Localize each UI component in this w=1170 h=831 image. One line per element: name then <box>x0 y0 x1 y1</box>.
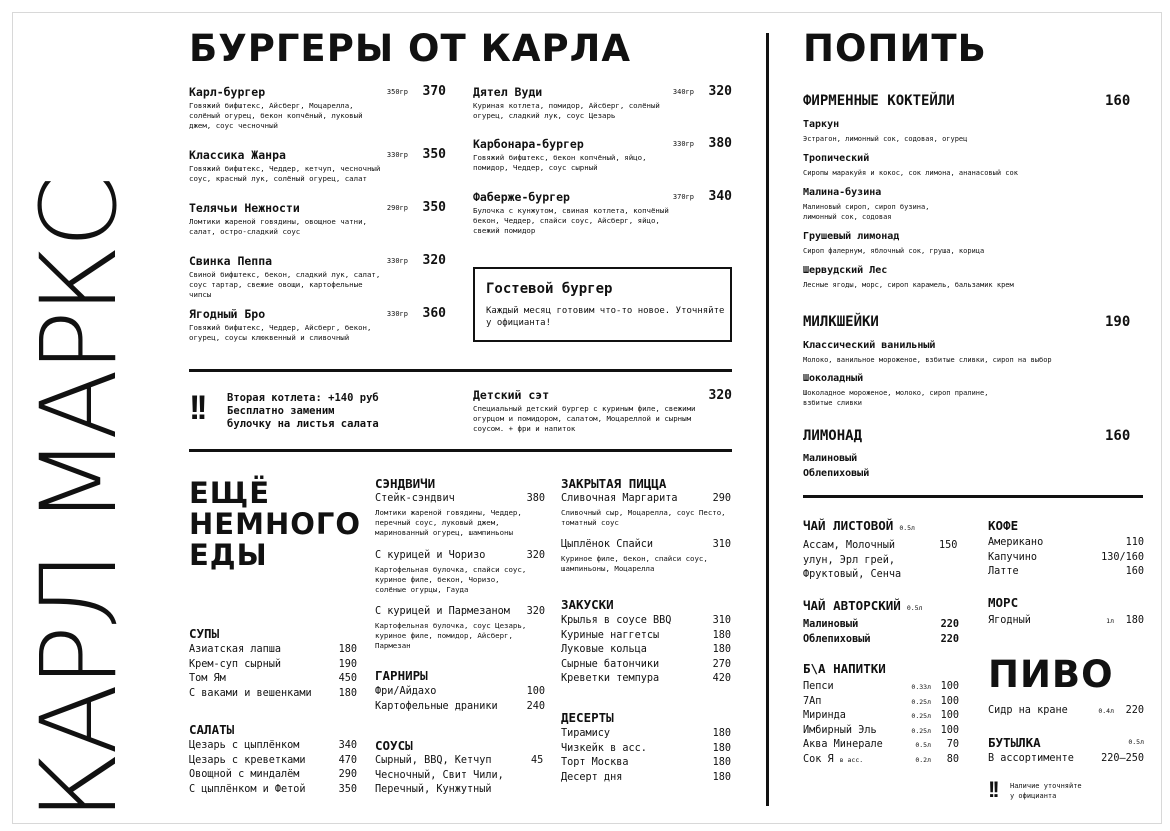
salad-item <box>189 784 357 795</box>
milkshake-desc: Шоколадное мороженое, молоко, сироп пралине, взбитые сливки <box>803 389 989 407</box>
divider <box>189 369 732 372</box>
soft-volume: 0.5л <box>915 741 931 749</box>
coffee-item-price: 110 <box>1125 537 1144 548</box>
sandwich-desc: Картофельная булочка, соус Цезарь, куриное филе, помидор, Айсберг, Пармезан <box>375 621 527 650</box>
garnish-item-name: Картофельные драники <box>375 700 498 712</box>
burger-price: 360 <box>422 306 446 321</box>
soup-item <box>189 659 357 670</box>
tea2-title-label: ЧАЙ АВТОРСКИЙ <box>803 598 901 613</box>
garnish-item <box>375 701 545 712</box>
cocktail-desc: Лесные ягоды, морс, сироп карамель, бальзамик крем <box>803 281 1014 289</box>
mors-volume: 1л <box>1106 617 1114 625</box>
dessert-item <box>561 772 731 783</box>
coffee-title: КОФЕ <box>988 518 1019 533</box>
burger-price: 340 <box>708 189 732 204</box>
dessert-item-name: Чизкейк в асс. <box>561 742 647 754</box>
cocktail-desc: Эстрагон, лимонный сок, содовая, огурец <box>803 135 968 143</box>
tea2-item-name: Облепиховый <box>803 633 871 645</box>
sandwich-item <box>375 550 545 561</box>
salad-item-name: Овощной с миндалём <box>189 769 300 780</box>
soft-title: Б\А НАПИТКИ <box>803 661 886 676</box>
sandwich-item-price: 320 <box>526 606 545 617</box>
sandwich-desc: Картофельная булочка, спайси соус, куриное филе, бекон, Чоризо, солёные огурцы, Гауда <box>375 565 527 594</box>
burger-name: Карбонара-бургер <box>473 137 584 151</box>
soft-item <box>803 710 959 721</box>
burger-name: Свинка Пеппа <box>189 254 273 268</box>
burger-item <box>473 190 732 236</box>
burger-item <box>189 85 446 131</box>
drinks-note-line: у официанта <box>1010 792 1057 800</box>
warning-icon: !! <box>988 777 997 802</box>
mors-item <box>988 615 1144 626</box>
drink-section-price: 160 <box>1105 93 1131 109</box>
guest-burger-title: Гостевой бургер <box>486 281 613 297</box>
tea-title-volume: 0.5л <box>899 524 915 532</box>
snack-item-price: 270 <box>712 658 731 670</box>
sandwich-item-name: Стейк-сэндвич <box>375 493 455 504</box>
pizza-item <box>561 493 731 504</box>
column-divider <box>766 33 769 806</box>
coffee-item <box>988 537 1144 548</box>
soup-item-name: Крем-суп сырный <box>189 658 282 670</box>
burger-desc: Свиной бифштекс, бекон, сладкий лук, салат, соус тартар, свежие овощи, картофельные чипсы <box>189 270 381 299</box>
burger-weight: 330гр <box>386 310 408 318</box>
coffee-item-name: Капучино <box>988 551 1038 563</box>
guest-burger-box <box>473 267 732 342</box>
burger-desc: Говяжий бифштекс, бекон копчёный, яйцо, помидор, Чеддер, соус сырный <box>473 153 647 172</box>
burger-name: Телячьи Нежности <box>189 201 300 215</box>
tea2-item <box>803 619 959 630</box>
soft-item-name: Имбирный Эль <box>803 724 877 736</box>
snack-item <box>561 615 731 626</box>
soft-volume: 0.2л <box>915 755 931 764</box>
garnish-title: ГАРНИРЫ <box>375 668 428 683</box>
sauces-price: 45 <box>531 755 544 766</box>
dessert-item <box>561 743 731 754</box>
soup-item-price: 180 <box>338 687 357 699</box>
sandwich-item-name: С курицей и Пармезаном <box>375 606 510 617</box>
burger-item <box>189 148 446 184</box>
tea-line: Ассам, Молочный <box>803 540 896 551</box>
pizza-desc: Куриное филе, бекон, спайси соус, шампиньоны, Моцарелла <box>561 554 708 573</box>
coffee-item-price: 130/160 <box>1101 551 1144 563</box>
coffee-item-price: 160 <box>1125 566 1144 577</box>
garnish-item-name: Фри/Айдахо <box>375 686 437 697</box>
soft-volume: 0.25л <box>911 726 931 735</box>
tea2-title <box>803 598 923 613</box>
drink-section-price: 160 <box>1105 428 1131 444</box>
soft-item-name: 7Ап <box>803 695 822 707</box>
sauces-line: Чесночный, Свит Чили, <box>375 769 504 781</box>
drink-section-title: ФИРМЕННЫЕ КОКТЕЙЛИ <box>803 93 955 109</box>
burger-price: 350 <box>422 147 446 162</box>
soup-item-name: С ваками и вешенками <box>189 687 312 699</box>
tea-price: 150 <box>939 540 958 551</box>
sandwich-item <box>375 606 545 617</box>
burger-item <box>473 137 732 173</box>
soup-item-name: Том Ям <box>189 673 226 684</box>
mors-title: МОРС <box>988 595 1019 610</box>
more-food-title: ЕЩЁ НЕМНОГО ЕДЫ <box>189 476 361 572</box>
sandwich-item-name: С курицей и Чоризо <box>375 550 486 561</box>
desserts-title: ДЕСЕРТЫ <box>561 710 614 725</box>
kids-set-price: 320 <box>708 388 732 403</box>
burger-desc: Говяжий бифштекс, Айсберг, Моцарелла, солёный огурец, бекон копчёный, луковый джем, соус чесночный <box>189 101 363 130</box>
pizza-title: ЗАКРЫТАЯ ПИЦЦА <box>561 476 667 491</box>
soft-item-price: 80 <box>946 753 959 765</box>
soft-item-price: 100 <box>940 724 959 736</box>
soft-item-price: 100 <box>940 681 959 692</box>
lemonade-name: Облепиховый <box>803 467 870 479</box>
pizza-item-name: Цыплёнок Спайси <box>561 539 654 550</box>
milkshake-desc: Молоко, ванильное мороженое, взбитые сливки, сироп на выбор <box>803 356 1052 364</box>
soup-item-price: 190 <box>338 658 357 670</box>
tea2-title-volume: 0.5л <box>906 604 923 612</box>
burger-desc: Куриная котлета, помидор, Айсберг, солёный огурец, сладкий лук, соус Цезарь <box>473 101 660 120</box>
salad-item <box>189 769 357 780</box>
sandwich-item <box>375 493 545 504</box>
bottle-title-label: БУТЫЛКА <box>988 735 1041 750</box>
salad-item-name: Цезарь с креветками <box>189 754 306 766</box>
tea-line: улун, Эрл грей, <box>803 554 896 566</box>
burgers-title: БУРГЕРЫ ОТ КАРЛА <box>189 27 631 70</box>
burger-weight: 330гр <box>672 140 694 148</box>
warning-icon: !! <box>189 389 204 427</box>
snack-item-name: Луковые кольца <box>561 644 647 655</box>
soft-item-price: 70 <box>946 739 959 750</box>
snack-item <box>561 644 731 655</box>
drinks-title: ПОПИТЬ <box>803 27 987 70</box>
burger-price: 370 <box>422 84 446 99</box>
soup-item <box>189 644 357 655</box>
soft-volume: 0.25л <box>911 712 931 720</box>
burger-item <box>189 254 446 300</box>
tea2-item <box>803 634 959 645</box>
soft-item <box>803 725 959 736</box>
burger-price: 320 <box>422 253 446 268</box>
burger-name: Классика Жанра <box>189 148 286 162</box>
salad-item-price: 340 <box>338 740 357 751</box>
pizza-item <box>561 539 731 550</box>
soup-item <box>189 673 357 684</box>
burger-price: 320 <box>708 84 732 99</box>
pizza-item-price: 290 <box>712 493 731 504</box>
bottle-title <box>988 735 1144 750</box>
cocktail-name: Таркун <box>803 119 840 130</box>
soft-item-price: 100 <box>940 695 959 707</box>
garnish-item-price: 100 <box>526 686 545 697</box>
soft-item-name: Сок Я <box>803 753 834 765</box>
salad-item-price: 350 <box>338 783 357 795</box>
soup-item-name: Азиатская лапша <box>189 644 282 655</box>
snack-item-name: Креветки темпура <box>561 673 660 684</box>
dessert-item-name: Торт Москва <box>561 757 629 768</box>
cocktail-desc: Сироп фалернум, яблочный сок, груша, корица <box>803 247 985 255</box>
burger-name: Ягодный Бро <box>189 307 266 321</box>
burger-weight: 330гр <box>386 257 408 265</box>
snack-item-price: 180 <box>712 629 731 641</box>
beer-volume: 0.4л <box>1098 707 1114 715</box>
burger-weight: 340гр <box>672 88 694 96</box>
burger-desc: Говяжий бифштекс, Чеддер, Айсберг, бекон, огурец, соусы клюквенный и сливочный <box>189 323 372 342</box>
soft-volume: 0.33л <box>911 683 931 691</box>
soft-volume: 0.25л <box>911 697 931 706</box>
drink-section-title: МИЛКШЕЙКИ <box>803 314 879 330</box>
soft-item-name: Аква Минерале <box>803 739 883 750</box>
dessert-item <box>561 728 731 739</box>
milkshake-name: Классический ванильный <box>803 340 936 351</box>
salad-item <box>189 755 357 766</box>
soft-note: в асс. <box>839 755 864 764</box>
kids-set-name: Детский сэт <box>473 388 550 402</box>
coffee-item-name: Американо <box>988 537 1044 548</box>
sandwich-desc: Ломтики жареной говядины, Чеддер, перечный соус, луковый джем, маринованный огурец, шампиньоны <box>375 508 522 537</box>
burger-weight: 330гр <box>386 151 408 159</box>
snack-item <box>561 630 731 641</box>
bottle-item-name: В ассортименте <box>988 753 1074 764</box>
pizza-item-price: 310 <box>712 539 731 550</box>
drink-section-title: ЛИМОНАД <box>803 428 863 444</box>
tea2-item-price: 220 <box>940 633 959 645</box>
guest-burger-desc: Каждый месяц готовим что-то новое. Уточняйте у официанта! <box>486 306 725 328</box>
kids-set-desc: Специальный детский бургер с куриным филе, свежими огурцом и помидором, салатом, Моцареллой и сырным соусом. + фри и напиток <box>473 404 696 433</box>
burger-name: Карл-бургер <box>189 85 266 99</box>
snack-item-name: Сырные батончики <box>561 658 660 670</box>
snacks-title: ЗАКУСКИ <box>561 597 614 612</box>
sauces-line: Перечный, Кунжутный <box>375 784 492 795</box>
dessert-item-name: Тирамису <box>561 728 611 739</box>
dessert-item-price: 180 <box>712 728 731 739</box>
salad-item <box>189 740 357 751</box>
tea2-item-name: Малиновый <box>803 619 859 630</box>
snack-item-price: 310 <box>712 615 731 626</box>
soft-item <box>803 739 959 750</box>
dessert-item-price: 180 <box>712 771 731 783</box>
burger-item <box>473 85 732 121</box>
beer-title: ПИВО <box>988 653 1114 696</box>
burger-note: Вторая котлета: +140 руб Бесплатно заменим булочку на листья салата <box>227 392 379 430</box>
pizza-item-name: Сливочная Маргарита <box>561 493 678 504</box>
burger-weight: 290гр <box>386 204 408 212</box>
coffee-item-name: Латте <box>988 566 1019 577</box>
bottle-volume: 0.5л <box>1128 738 1144 746</box>
burger-name: Дятел Вуди <box>473 85 543 99</box>
brand-title: КАРЛ МАРКС <box>18 179 140 821</box>
soft-item <box>803 696 959 707</box>
salad-item-price: 470 <box>338 754 357 766</box>
burger-name: Фаберже-бургер <box>473 190 570 204</box>
sandwich-item-price: 380 <box>526 493 545 504</box>
mors-item-name: Ягодный <box>988 615 1031 626</box>
cocktail-desc: Сиропы маракуйя и кокос, сок лимона, ананасовый сок <box>803 169 1018 177</box>
soup-item-price: 450 <box>338 673 357 684</box>
divider <box>803 495 1143 498</box>
salad-item-name: С цыплёнком и Фетой <box>189 783 306 795</box>
soups-title: СУПЫ <box>189 626 220 641</box>
soup-item <box>189 688 357 699</box>
salads-title: САЛАТЫ <box>189 722 235 737</box>
coffee-item <box>988 552 1144 563</box>
cocktail-name: Шервудский Лес <box>803 265 888 276</box>
milkshake-name: Шоколадный <box>803 373 864 384</box>
tea-title <box>803 518 915 533</box>
mors-item-price: 180 <box>1125 615 1144 626</box>
divider <box>189 449 732 452</box>
sandwich-item-price: 320 <box>526 550 545 561</box>
drink-section-price: 190 <box>1105 314 1131 330</box>
burger-price: 380 <box>708 136 732 151</box>
beer-item-name: Сидр на кране <box>988 705 1068 716</box>
dessert-item-price: 180 <box>712 757 731 768</box>
burger-desc: Булочка с кунжутом, свиная котлета, копчёный бекон, Чеддер, спайси соус, Айсберг, яйцо, свежий помидор <box>473 206 669 235</box>
burger-weight: 370гр <box>672 193 694 201</box>
tea-line: Фруктовый, Сенча <box>803 569 902 580</box>
salad-item-name: Цезарь с цыплёнком <box>189 740 300 751</box>
garnish-item-price: 240 <box>526 700 545 712</box>
kids-set <box>473 388 732 434</box>
cocktail-name: Тропический <box>803 153 870 164</box>
lemonade-name: Малиновый <box>803 453 858 464</box>
sauces-title: СОУСЫ <box>375 738 413 753</box>
burger-item <box>189 201 446 237</box>
garnish-item <box>375 686 545 697</box>
dessert-item-price: 180 <box>712 742 731 754</box>
beer-item <box>988 705 1144 716</box>
tea2-item-price: 220 <box>940 619 959 630</box>
burger-desc: Говяжий бифштекс, Чеддер, кетчуп, чесночный соус, красный лук, солёный огурец, салат <box>189 164 381 183</box>
drinks-note-line: Наличие уточняйте <box>1010 782 1082 790</box>
soft-item-name: Миринда <box>803 710 846 721</box>
beer-item-price: 220 <box>1125 705 1144 716</box>
pizza-desc: Сливочный сыр, Моцарелла, соус Песто, томатный соус <box>561 508 726 527</box>
sauces-line: Сырный, BBQ, Кетчуп <box>375 755 492 766</box>
salad-item-price: 290 <box>338 769 357 780</box>
dessert-item <box>561 757 731 768</box>
snack-item <box>561 659 731 670</box>
cocktail-name: Малина-бузина <box>803 187 882 198</box>
snack-item-price: 420 <box>712 673 731 684</box>
snack-item <box>561 673 731 684</box>
cocktail-name: Грушевый лимонад <box>803 231 900 242</box>
burger-item <box>189 307 446 343</box>
soft-item-price: 100 <box>940 710 959 721</box>
cocktail-desc: Малиновый сироп, сироп бузина, лимонный сок, содовая <box>803 203 930 221</box>
sandwiches-title: СЭНДВИЧИ <box>375 476 436 491</box>
soup-item-price: 180 <box>338 644 357 655</box>
snack-item-price: 180 <box>712 644 731 655</box>
soft-item-name: Пепси <box>803 681 834 692</box>
menu-page <box>12 12 1162 824</box>
dessert-item-name: Десерт дня <box>561 771 623 783</box>
snack-item-name: Крылья в соусе BBQ <box>561 615 672 626</box>
burger-weight: 350гр <box>386 88 408 96</box>
snack-item-name: Куриные наггетсы <box>561 629 660 641</box>
bottle-item-price: 220–250 <box>1101 753 1144 764</box>
drinks-note <box>1010 781 1082 801</box>
tea-title-label: ЧАЙ ЛИСТОВОЙ <box>803 518 894 533</box>
bottle-item <box>988 753 1144 764</box>
coffee-item <box>988 566 1144 577</box>
soft-item <box>803 681 959 692</box>
burger-price: 350 <box>422 200 446 215</box>
soft-item <box>803 754 959 765</box>
burger-desc: Ломтики жареной говядины, овощное чатни, салат, остро-сладкий соус <box>189 217 367 236</box>
